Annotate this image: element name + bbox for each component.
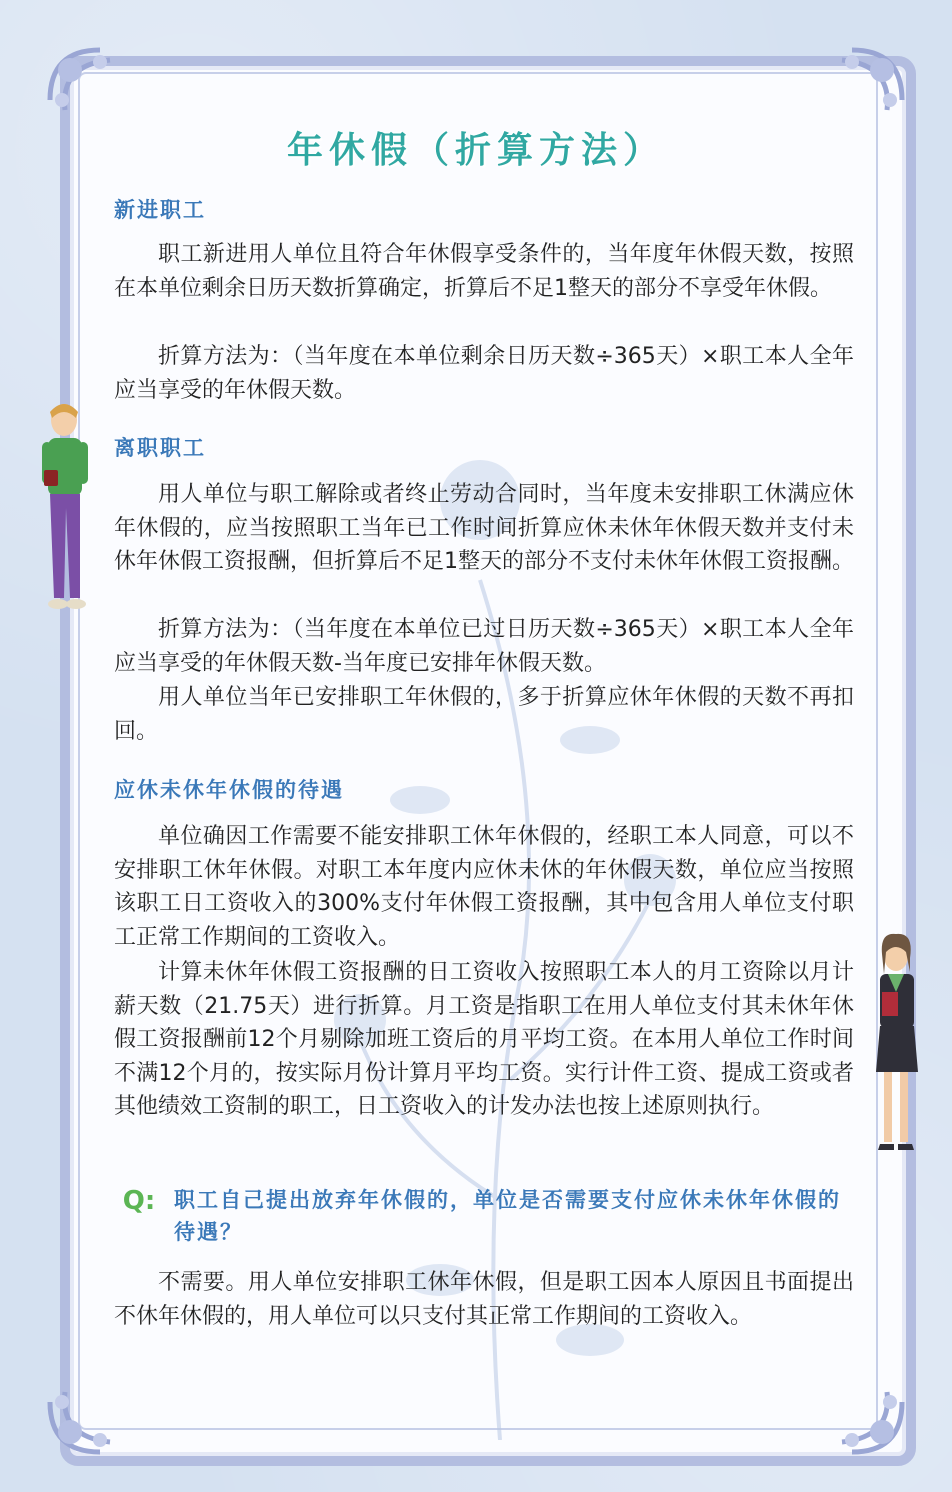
page-title: 年休假（折算方法） (286, 130, 665, 171)
paragraph: 单位确因工作需要不能安排职工休年休假的，经职工本人同意，可以不安排职工休年休假。对职工本年度内应休未休的年休假天数，单位应当按照该职工日工资收入的300%支付年休假工资报酬，其中包含用人单位支付职工正常工作期间的工资收入。 (114, 824, 854, 950)
section-heading-new-employee: 新进职工 (114, 198, 206, 222)
faq-question-text: 职工自己提出放弃年休假的，单位是否需要支付应休未休年休假的待遇？ (174, 1188, 841, 1244)
paragraph: 折算方法为：（当年度在本单位剩余日历天数÷365天）×职工本人全年应当享受的年休假天数。 (114, 344, 854, 403)
man-with-mug-illustration (30, 398, 94, 622)
corner-ornament-icon (40, 1342, 160, 1462)
paragraph: 折算方法为：（当年度在本单位已过日历天数÷365天）×职工本人全年应当享受的年休假天数-当年度已安排年休假天数。 (114, 617, 854, 676)
faq-answer: 不需要。用人单位安排职工休年休假，但是职工因本人原因且书面提出不休年休假的，用人单位可以只支付其正常工作期间的工资收入。 (114, 1270, 854, 1329)
paragraph: 职工新进用人单位且符合年休假享受条件的，当年度年休假天数，按照在本单位剩余日历天数折算确定，折算后不足1整天的部分不享受年休假。 (114, 242, 854, 301)
corner-ornament-icon (792, 1342, 912, 1462)
paragraph: 用人单位与职工解除或者终止劳动合同时，当年度未安排职工休满应休年休假的，应当按照职工当年已工作时间折算应休未休年休假天数并支付未休年休假工资报酬，但折算后不足1整天的部分不支付未休年休假工资报酬。 (114, 482, 854, 574)
paragraph: 计算未休年休假工资报酬的日工资收入按照职工本人的月工资除以月计薪天数（21.75天）进行折算。月工资是指职工在用人单位支付其未休年休假工资报酬前12个月剔除加班工资后的月平均工资。在本用人单位工作时间不满12个月的，按实际月份计算月平均工资。实行计件工资、提成工资或者其他绩效工资制的职工，日工资收入的计发办法也按上述原则执行。 (114, 960, 854, 1119)
paragraph: 用人单位当年已安排职工年休假的，多于折算应休年休假的天数不再扣回。 (114, 685, 854, 744)
faq-question (114, 1184, 854, 1248)
woman-with-books-illustration (866, 932, 930, 1158)
section-heading-unused-leave-pay: 应休未休年休假的待遇 (114, 778, 344, 802)
q-badge: Q: (122, 1186, 156, 1216)
section-heading-departing-employee: 离职职工 (114, 436, 206, 460)
